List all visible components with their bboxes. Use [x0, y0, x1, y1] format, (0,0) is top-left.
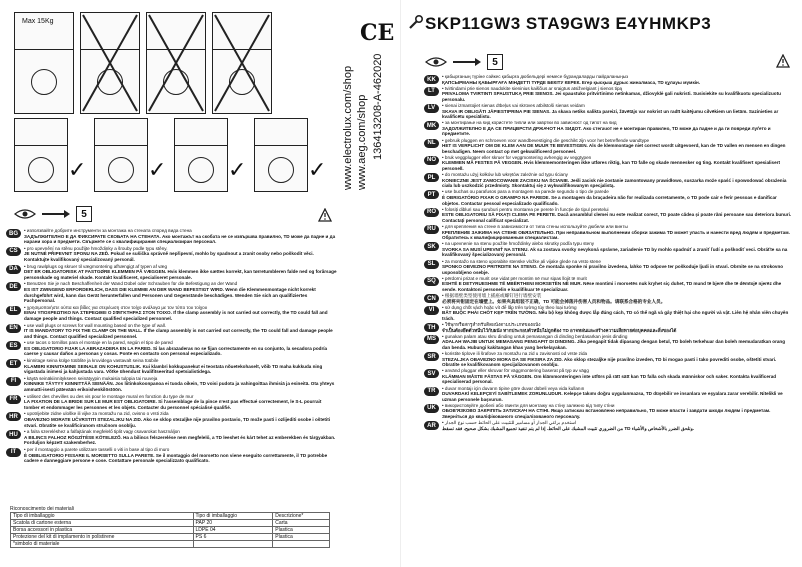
language-code-badge: UK: [424, 404, 439, 413]
language-instruction: [24, 228, 338, 245]
warning-text: HET IS VERPLICHT OM DE KLEM AAN DE MUUR TE BEVESTIGEN. Als de klemmontage niet correct wordt uitgevoerd, kan de TD vallen en mensen en dingen beschadigen. Neem contact op met gekwalificeerd personeel.: [442, 143, 786, 154]
language-instruction: [442, 305, 794, 322]
instruction-text: • pro upevnění na stěnu použijte hmoždinky a šrouby podle typu stěny.: [24, 245, 168, 251]
warning-text: SVORKA SA MUSÍ UPEVNIŤ NA STENU. Ak sa zostava svorky nevykoná správne, zariadenie TD by mohlo spadnúť a zraniť ľudí a poškodiť veci. Obráťte sa na kvalifikovaný špecializovaný personál.: [442, 246, 788, 258]
table-cell: PAP 20: [193, 520, 273, 527]
illus-tower-1: [14, 118, 68, 192]
instruction-text: • χρησιμοποιήστε ούπα και βίδες για στερέωση στον τοίχο ανάλογα με τον τύπο του τοίχου: [24, 304, 208, 310]
language-block: [6, 323, 338, 340]
language-block: [6, 394, 338, 411]
warning-text: ЗАДЪЛЖИТЕЛНО Е ДА ФИКСИРАТЕ СКОБАТА НА СТЕНАТА. Ако монтажът на скобата не се извършва правилно, TD може да падне и да нарани хора и предмети. Свържете се с квалифицирания специализиран персонал.: [24, 233, 336, 245]
language-code-badge: RO: [424, 208, 439, 217]
table-cell: LDPE 04: [193, 527, 273, 534]
language-code-badge: EL: [6, 306, 21, 315]
warning-text: KONIECZNE JEST ZAMOCOWANIE ZACISKU NA ŚCIANIE. Jeśli zacisk nie zostanie zamontowany prawidłowo, suszarka może spaść i spowodować obrażenia ciała lub uszkodzić przedmioty. Skontaktuj się z wykwalifikowanym specjalistą.: [442, 177, 787, 189]
cross-icon: [81, 13, 139, 113]
table-row: [11, 541, 330, 548]
language-instruction: [24, 281, 338, 303]
language-instruction: [24, 429, 338, 446]
warning-text: OBAVEZNO MORATE UČVRSTITI STEZALJKU NA ZID. Ako se sklop stezaljke nije pravilno postavio, TD može pasti i ozlijediti osobe i oštetiti stvari. Obratite se kvalificiranom stručnom osoblju.: [24, 417, 331, 428]
language-code-badge: MS: [424, 335, 439, 344]
left-language-list: [6, 228, 338, 465]
wrench-icon: [408, 14, 424, 30]
right-language-list: [424, 74, 794, 432]
instruction-text: • koristite tiplove ili šrafove za montažu na zid u zavisnosti od vrste zida: [442, 351, 588, 356]
warning-text: ОБОВ'ЯЗКОВО ЗАКРІПІТЬ ЗАТИСКАЧ НА СТІНІ. Якщо затискач встановлено неправильно, TD може впасти і завдати шкоди людям і предметам. Зверніться до кваліфікованого спеціалізованого персоналу.: [442, 408, 771, 420]
language-code-badge: BG: [6, 229, 21, 238]
language-block: [424, 259, 794, 276]
language-block: [424, 386, 794, 403]
instruction-text: • sienai izmantojiet sienas dībeļus vai skrūves atbilstoši sienas veidam: [442, 102, 585, 108]
warning-text: A BILINCS FALHOZ RÖGZÍTÉSE KÖTELEZŐ. Ha a bilincs felszerelése nem megfelelő, a TD leeshet és kárt tehet az emberekben és tárgyakban. Forduljon képzett szakemberhez.: [24, 434, 336, 446]
language-code-badge: VI: [424, 306, 439, 315]
language-instruction: [24, 394, 338, 411]
language-instruction: [442, 207, 794, 224]
url-electrolux: www.electrolux.com/shop: [342, 65, 354, 190]
language-instruction: [442, 172, 794, 189]
language-instruction: [24, 246, 338, 263]
table-cell: Scatola di cartone esterna: [11, 520, 194, 527]
warning-text: من الضروري تثبيت المشبك على الحائط. إذا لم يتم تنفيذ تجميع المشبك بشكل صحيح، فقد تسقط TD وتلحق الضرر بالأشخاص والأشياء.: [442, 425, 695, 431]
instruction-text: • қабырғаның түріне сәйкес қабырға дюбельдері немесе бұрандаларды пайдаланыңыз: [442, 74, 629, 79]
instruction-text: • استخدم براغي الجدار أو مسامير للتثبيت على الحائط حسب نوع الجدار: [442, 420, 577, 426]
instruction-text: • use buchas ou parafusos para a montagem na parede segundo o tipo de parede: [442, 189, 609, 195]
instruction-text: • brug rawlplugs og skruer til vægmontering afhængigt af typen af væg: [24, 263, 168, 269]
language-instruction: [442, 293, 665, 304]
arrow-right-icon: [453, 58, 481, 66]
language-block: [424, 368, 794, 385]
instruction-text: • na upevnenie na stenu použite hmoždinky alebo skrutky podľa typu steny: [442, 241, 595, 247]
instruction-text: • a falra szereléshez a falfajtának megfelelő tiplit vagy csavarokat használjon: [24, 429, 180, 435]
language-block: [424, 224, 794, 241]
language-instruction: [442, 86, 794, 103]
language-block: [424, 276, 794, 293]
language-instruction: [442, 103, 794, 120]
warning-text: ΕΙΝΑΙ ΥΠΟΧΡΕΩΤΙΚΟ ΝΑ ΣΤΕΡΕΩΘΕΙ Ο ΣΦΙΓΚΤΗΡΑΣ ΣΤΟΝ ΤΟΙΧΟ. If the clamp assembly is not carried out correctly, the TD could fall and damage people and things. Contact qualified specialized personnel.: [24, 310, 328, 321]
language-block: [6, 376, 338, 393]
cross-icon: [213, 13, 271, 113]
language-block: [6, 246, 338, 263]
language-instruction: [442, 74, 700, 85]
warning-text: DUVARDAKİ KELEPÇEYİ SABİTLEMEK ZORUNLUDUR. Kelepçe takımı doğru uygulanmazsa, TD düşebilir ve insanlara ve eşyalara zarar verebilir. Nitelikli ve uzman personele başvurun.: [442, 391, 783, 402]
language-block: [424, 322, 794, 333]
warning-text: KLÄMMAN MÅSTE FÄSTAS PÅ VÄGGEN. Om klämmonteringen inte utförs på rätt sätt kan TD falla och skada människor och saker. Kontakta kvalificerad specialiserad personal.: [442, 373, 777, 385]
eye-icon: [14, 208, 36, 220]
instruction-text: • per il montaggio a parete utilizzare tasselli o viti in base al tipo di muro: [24, 446, 170, 452]
eye-icon: [425, 56, 447, 68]
warning-text: 必须将夹钳固定在墙壁上。如果夹具组装不正确，TD 可能会掉落并伤害人员和物品。请联系合格的专业人员。: [442, 298, 666, 304]
warning-text: ҚАПСЫРМАНЫ ҚАБЫРҒАҒА МІНДЕТТІ ТҮРДЕ БЕКІТУ КЕРЕК. Егер қысқыш дұрыс жиналмаса, TD құлауы мүмкін.: [442, 79, 701, 85]
table-cell: Protezione del kit di impilamento in polistirene: [11, 534, 194, 541]
table-header: Tipo di imballaggio: [11, 513, 194, 520]
language-block: [6, 340, 338, 357]
language-block: [424, 420, 794, 431]
instruction-text: • do montażu użyj kołków lub wkrętów zależnie od typu ściany: [442, 172, 568, 178]
language-code-badge: PT: [424, 190, 439, 199]
language-block: [6, 264, 338, 281]
illus-stack-2: [80, 12, 140, 114]
instruction-text: • use tacos o tornillos para el montaje en la pared, según el tipo de pared: [24, 340, 173, 346]
language-block: [424, 138, 794, 155]
language-block: [424, 305, 794, 322]
language-instruction: [442, 386, 794, 403]
language-block: [6, 447, 338, 464]
instruction-text: • за монтирање на ѕид користете типли или завртки во зависност од типот на ѕид: [442, 120, 617, 126]
language-code-badge: NO: [424, 156, 439, 165]
language-code-badge: ET: [6, 359, 21, 368]
language-instruction: [24, 340, 338, 357]
warning-text: É OBRIGATÓRIO FIXAR O GRAMPO NA PAREDE. Se a montagem da braçadeira não for realizada corretamente, o TD pode cair e ferir pessoas e danificar objetos. Contactar pessoal especializado qualificado.: [442, 194, 777, 206]
table-cell: Carta: [273, 520, 330, 527]
language-instruction: [442, 351, 794, 368]
language-code-badge: EN: [6, 324, 21, 333]
cross-icon: [147, 13, 205, 113]
language-code-badge: SQ: [424, 277, 439, 286]
parts-caption: Riconoscimento dei materiali: [10, 506, 74, 512]
language-instruction: [442, 120, 794, 137]
language-block: [6, 358, 338, 375]
language-block: [424, 155, 794, 172]
warning-text: È OBBLIGATORIO FISSARE IL MORSETTO SULLA PARETE. Se il montaggio del morsetto non viene eseguito correttamente, il TD potrebbe cadere e danneggiare persone e cose. Contattare personale specializzato qualificato.: [24, 452, 328, 464]
language-instruction: [24, 264, 338, 281]
language-block: [424, 103, 794, 120]
language-code-badge: SK: [424, 242, 439, 251]
language-instruction: [442, 241, 794, 258]
language-block: [424, 351, 794, 368]
warning-text: KLAMBRI KINNITAMINE SEINALE ON KOHUSTUSLIK. Kui klambri kokkupanekut ei teostata nõuetekohaselt, võib TD maha kukkuda ning vigastada inimesi ja kahjustada vara. Võtke ühendust kvalifitseeritud spetsialistidega.: [24, 363, 323, 375]
instruction-text: • Benutzen Sie je nach Beschaffenheit der Wand Dübel oder Schrauben für die Befestigung an der Wand: [24, 281, 238, 287]
language-block: [424, 120, 794, 137]
language-instruction: [24, 358, 338, 375]
language-code-badge: HR: [6, 412, 21, 421]
table-cell: PS 6: [193, 534, 273, 541]
warning-icon: [318, 208, 332, 222]
language-block: [424, 403, 794, 420]
language-code-badge: SR: [424, 352, 439, 361]
page-fold: [400, 0, 401, 567]
instruction-text: • bruk veggplugger eller skruer for veggmontering avhengig av veggtypen: [442, 154, 592, 160]
instruction-text: • utilisez des chevilles ou des vis pour le montage mural en fonction du type de mur: [24, 393, 194, 399]
max-weight-label: Max 15Kg: [22, 18, 54, 25]
check-icon: ✓: [68, 158, 87, 183]
check-icon: ✓: [148, 158, 167, 183]
warning-text: ADALAH WAJIB UNTUK MEMASANG PENGAPIT DI DINDING. Jika pengapit tidak dipasang dengan betul, TD boleh terkehuar dan boleh memudaratkan orang dan benda. Hubungi kakitangan khas yang berkelayakan.: [442, 339, 786, 350]
language-block: [6, 305, 338, 322]
instruction-text: • използвайте добрите инструменти за монтажа на стената според вида стена: [24, 228, 192, 233]
language-instruction: [24, 447, 338, 464]
language-code-badge: SV: [424, 369, 439, 378]
warning-text: ES OBLIGATORIO FIJAR LA ABRAZADERA EN LA PARED. Si las abrazaderas no se fijan correctamente en su conjunto, la secadora podría caerse y causar daños a personas y cosas. Ponte en contacto con personal especializado.: [24, 345, 328, 357]
warning-text: KIINNIKE TÄYTYY KIINNITTÄÄ SEINÄÄN. Jos liitinkokoonpanoa ei tuoda oikein, TD voisi pudota ja vahingoittaa ihmisiä ja esineitä. Ota yhteys ammatti-isesti pätevään erikoishenkilöstöön.: [24, 381, 335, 393]
language-code-badge: TR: [424, 387, 439, 396]
warning-text: SPONKO OBVEZNO PRITRDITE NA STENO. Če montaža sponke ni pravilno izvedena, lahko TD odpove ter poškoduje ljudi in stvari. Obrnite se na strokovno usposobljeno osebje.: [442, 264, 784, 275]
instruction-text: • gebruik pluggen en schroeven voor wandbevestiging die geschikt zijn voor het betreffende wandtype: [442, 137, 650, 143]
language-block: [6, 228, 338, 245]
language-instruction: [442, 224, 794, 241]
language-instruction: [442, 334, 794, 351]
language-block: [424, 189, 794, 206]
language-instruction: [442, 155, 794, 172]
instruction-text: • folosiți dibluri sau șuruburi pentru montarea pe perete în funcție de tipul peretelui: [442, 206, 609, 212]
language-block: [424, 293, 794, 304]
instruction-text: • sử dụng chốt vách hoặc vít để lắp trên tường tùy theo loại tường: [442, 304, 577, 310]
warning-text: ESHTË E DETYRUESHME TË MBËRTHENI MORSETËN NË MUR. Nëse montimi i morsetës nuk kryhet siç duhet, TD mund të bjerë dhe të dëmtojë njerëz dhe sende. Kontaktoni personelin e kualifikuar të specializuar.: [442, 281, 782, 292]
language-code-badge: TH: [424, 323, 439, 332]
check-icon: ✓: [308, 158, 327, 183]
warning-text: LA FIXATION DE LA BRIDE SUR LE MUR EST OBLIGATOIRE. Si l'assemblage de la pince n'est pas effectué correctement, le S-L pourrait tomber et endommager les personnes et les objets. Contacter du personnel spécialisé qualifié.: [24, 399, 322, 410]
language-block: [6, 411, 338, 428]
language-code-badge: AR: [424, 421, 439, 430]
arrow-right-icon: [42, 210, 70, 218]
language-instruction: [442, 420, 694, 431]
instruction-text: • використовуйте дюбелі або гвинти для монтажу на стіну залежно від типу стіни: [442, 402, 615, 408]
model-numbers: SKP11GW3 STA9GW3 E4YHMKP3: [425, 14, 712, 33]
stacking-illustrations: [8, 8, 338, 198]
check-icon: ✓: [228, 158, 247, 183]
step-number: 5: [487, 54, 503, 70]
language-instruction: [442, 403, 794, 420]
table-cell: [193, 541, 273, 548]
warning-icon: [776, 54, 790, 68]
language-block: [6, 429, 338, 446]
warning-text: BẮT BUỘC PHẢI CHỐT KẸP TRÊN TƯỜNG. Nếu bộ kẹp không được lắp đúng cách, TD có thể ngã và gây thiệt hại cho người và vật. Liên hệ nhân viên chuyên trách.: [442, 310, 789, 321]
illus-stack-3: [146, 12, 206, 114]
table-header: Tipo di imballaggio: [193, 513, 273, 520]
language-code-badge: DE: [6, 282, 21, 291]
instruction-text: • kinnitage seina külge tüüblite ja kruvidega vastavalt seina tüübile: [24, 358, 159, 364]
language-block: [424, 74, 794, 85]
language-code-badge: FI: [6, 377, 21, 386]
illus-stack-1: [14, 12, 74, 114]
illus-tower-3: [174, 118, 228, 192]
instruction-text: • tvirtindami prie sienos naudokite sieninius kaiščius ar sraigtus atsižvelgiant į sienos tipą: [442, 85, 623, 91]
language-block: [424, 334, 794, 351]
language-instruction: [442, 189, 794, 206]
instruction-text: • käytä seinäkiinnitykseen seinätyypin mukaisia tulppia tai ruuveja: [24, 375, 158, 381]
instruction-text: • для крепления на стене в зависимости от типа стены используйте дюбели или винты: [442, 223, 628, 229]
document-code: 136413208-A-462020: [372, 53, 384, 160]
language-instruction: [442, 259, 794, 276]
warning-text: KLEMMEN MÅ FESTES PÅ VEGGEN. Hvis klemmemonteringen ikke utføres riktig, kan TD falle og skade mennesker og ting. Kontakt kvalifisert spesialisert personell.: [442, 160, 780, 171]
instruction-text: • ใช้พุกหรือสกรูสำหรับติดผนังตามประเภทของผนัง: [442, 322, 541, 328]
language-code-badge: LT: [424, 87, 439, 96]
language-code-badge: SL: [424, 260, 439, 269]
language-instruction: [24, 305, 338, 322]
language-code-badge: LV: [424, 104, 439, 113]
instruction-text: • përdorni prizat e murit ose vidat për montim në mur sipas llojit të murit: [442, 275, 587, 281]
instruction-text: • za montažo na steno uporabite stenske vložke ali vijake glede na vrsto stene: [442, 258, 601, 264]
language-code-badge: DA: [6, 265, 21, 274]
illus-tower-4: [254, 118, 308, 192]
instruction-text: • 根据墙壁类型使用墙上插座或螺钉进行墙壁安装: [442, 293, 542, 299]
language-block: [6, 281, 338, 303]
warning-text: ESTE OBLIGATORIU SĂ FIXAȚI CLEMA PE PERETE. Dacă ansamblul clemei nu este realizat corect, TD poate cădea și poate răni persoane sau deteriora bunuri. Contactați personal calificat specializat.: [442, 212, 792, 223]
language-instruction: [442, 368, 794, 385]
language-code-badge: HU: [6, 430, 21, 439]
warning-text: STEZALJKA OBAVEZNO MORA DA SE FIKSIRA ZA ZID. Ako sklop stezaljke nije pravilno izveden, TD bi mogao pasti i tako povrediti osobe, oštetiti stvari. Obratite se kvalifikovanom specijalizovanom osoblju.: [442, 356, 777, 368]
materials-table: [10, 512, 330, 548]
warning-text: ЗАДОЛЖИТЕЛНО Е ДА СЕ ПРИЦВРСТИ ДРЖАЧОТ НА ЅИДОТ. Ако стегачот не е монтиран правилно, TD може да падне и да ги повреди луѓето и предметите.: [442, 125, 771, 137]
language-code-badge: CN: [424, 294, 439, 303]
language-instruction: [24, 411, 338, 428]
language-block: [424, 207, 794, 224]
language-instruction: [442, 276, 794, 293]
language-code-badge: IT: [6, 448, 21, 457]
table-header: Descrizione*: [273, 513, 330, 520]
warning-text: ES IST ZWINGEND ERFORDERLICH, DASS DIE KLEMME AN DER WAND BEFESTIGT WIRD. Wenn die Klemmenmontage nicht korrekt durchgeführt wird, kann das Gerät herunterfallen und Personen und Gegenstände beschädigen. Wenden Sie sich an qualifiziertes Fachpersonal.: [24, 286, 316, 304]
language-instruction: [442, 322, 676, 333]
language-block: [424, 172, 794, 189]
language-block: [424, 86, 794, 103]
table-cell: [273, 541, 330, 548]
language-instruction: [24, 323, 338, 340]
language-code-badge: RU: [424, 225, 439, 234]
warning-text: JE NUTNÉ PŘIPEVNIT SPONU NA ZEĎ. Pokud se sušička správně nepřipevní, mohlo by spadnout a zranit osoby nebo poškodit věci. Kontaktujte kvalifikovaný specializovaný personál.: [24, 251, 314, 262]
instruction-text: • använd pluggar eller skruvar för väggmontering baserat på typ av vägg: [442, 368, 589, 374]
language-instruction: [442, 138, 794, 155]
instruction-text: • upotrijebite zidne uloške ili vijke za montažu na zid, ovisno o vrsti zida: [24, 411, 169, 417]
table-cell: *simbolo di materiale: [11, 541, 194, 548]
ce-mark: CE: [360, 20, 395, 46]
warning-text: จำเป็นต้องยึดตัวหนีบไว้กับผนัง หากประกอบตัวหนีบไม่ถูกต้อง TD อาจหล่นและสร้างความเสียหายต่อบุคคลและสิ่งของได้: [442, 327, 677, 333]
warning-text: КРЕПЛЕНИЕ ЗАЖИМА НА СТЕНЕ ОБЯЗАТЕЛЬНО. При неправильном выполнении сборки зажима TD может упасть и нанести вред людям и предметам. Обратитесь к квалифицированным специалистам.: [442, 229, 790, 241]
table-row: [11, 534, 330, 541]
instruction-text: • gunakan palam atau skru dinding untuk pemasangan di dinding berdasarkan jenis dinding: [442, 333, 628, 339]
left-step-header: [14, 206, 92, 222]
illus-tower-2: [94, 118, 148, 192]
table-cell: Plastica: [273, 527, 330, 534]
language-code-badge: PL: [424, 173, 439, 182]
warning-text: IT IS MANDATORY TO FIX THE CLAMP ON THE WALL. If the clamp assembly is not carried out correctly, the TD could fall and damage people and things. Contact qualified specialized personnel.: [24, 328, 333, 339]
table-row: [11, 527, 330, 534]
illus-stack-4: [212, 12, 272, 114]
url-aeg: www.aeg.com/shop: [356, 94, 368, 190]
warning-text: PRIVALOMA TVIRTINTI SPAUSTUKĄ PRIE SIENOS. Jei spaustuko pritvirtinimo netinkamas, džiovyklė gali nukristi. Susisiekite su kvalifikuotu specializuotu personalu.: [442, 91, 781, 102]
language-code-badge: ES: [6, 341, 21, 350]
table-cell: Borsa accessori in plastica: [11, 527, 194, 534]
warning-text: SKAVA IR OBLIGĀTI JĀPIESTIPRINA PIE SIENAS. Ja skava netiks salikta pareizi, žāvētājs var nokrist un radīt kaitējumu cilvēkiem un lietām. Sazinieties ar kvalificētu speciālistu.: [442, 108, 779, 120]
language-instruction: [24, 376, 338, 393]
language-code-badge: NL: [424, 139, 439, 148]
right-step-header: [425, 54, 503, 70]
instruction-text: • use wall plugs or screws for wall mounting based on the type of wall.: [24, 322, 167, 328]
table-cell: Plastica: [273, 534, 330, 541]
language-code-badge: FR: [6, 395, 21, 404]
language-block: [424, 241, 794, 258]
language-code-badge: CS: [6, 247, 21, 256]
language-code-badge: MK: [424, 121, 439, 130]
table-row: [11, 520, 330, 527]
step-number: 5: [76, 206, 92, 222]
instruction-text: • duvar montajı için duvarın tipine göre duvar dübeli veya vida kullanın: [442, 385, 585, 391]
warning-text: DET ER OBLIGATORISK AT FASTGØRE KLEMMEN PÅ VÆGGEN. Hvis klemmen ikke sættes korrekt, kan tørretumbleren falde ned og forårsage personskade og materiel skade. Kontakt kvalificeret, specialiseret personale.: [24, 269, 337, 280]
language-code-badge: KK: [424, 75, 439, 84]
